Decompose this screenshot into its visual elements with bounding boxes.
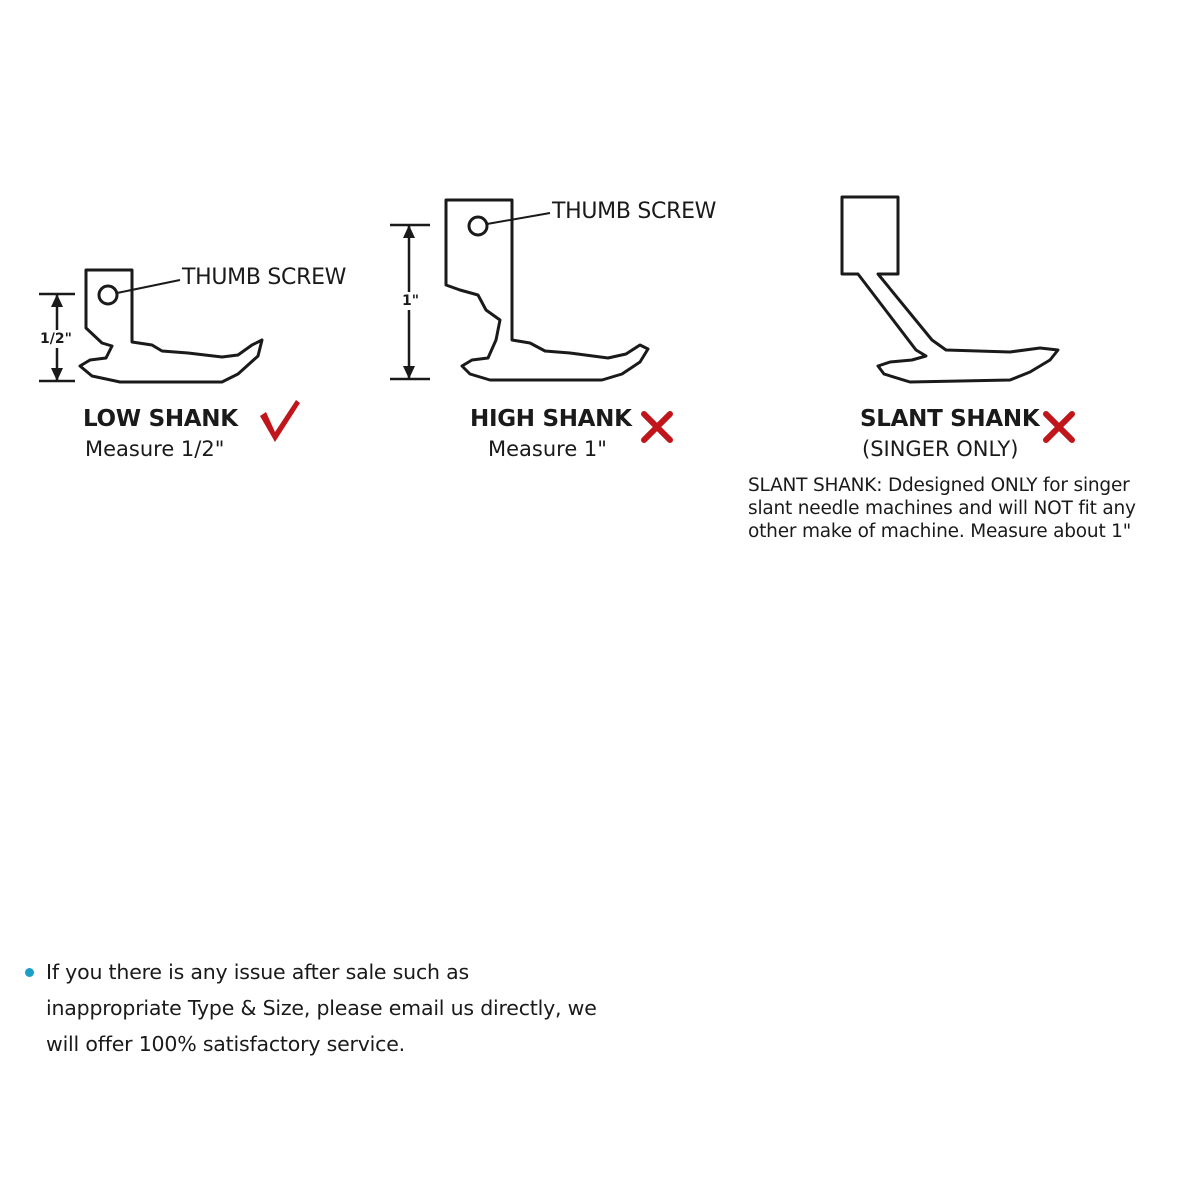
high-shank-subtitle: Measure 1"	[488, 437, 607, 461]
slant-shank-subtitle: (SINGER ONLY)	[862, 437, 1019, 461]
low-shank-subtitle: Measure 1/2"	[85, 437, 225, 461]
cross-icon	[1042, 410, 1076, 444]
low-shank-title: LOW SHANK	[83, 406, 238, 432]
slant-shank-title: SLANT SHANK	[860, 406, 1040, 432]
service-note-text: If you there is any issue after sale such as inappropriate Type & Size, please email us directly, we will offer 100% satisfactory service.	[46, 960, 597, 1056]
high-shank-title: HIGH SHANK	[470, 406, 632, 432]
bullet-dot-icon	[25, 968, 34, 977]
high-shank-dimension-label: 1"	[402, 293, 420, 309]
low-shank-thumb-screw-label: THUMB SCREW	[182, 265, 347, 290]
low-shank-dimension-label: 1/2"	[40, 331, 72, 347]
slant-shank-note: SLANT SHANK: Ddesigned ONLY for singer slant needle machines and will NOT fit any other make of machine. Measure about 1"	[748, 475, 1136, 542]
high-shank-thumb-screw-label: THUMB SCREW	[552, 199, 717, 224]
